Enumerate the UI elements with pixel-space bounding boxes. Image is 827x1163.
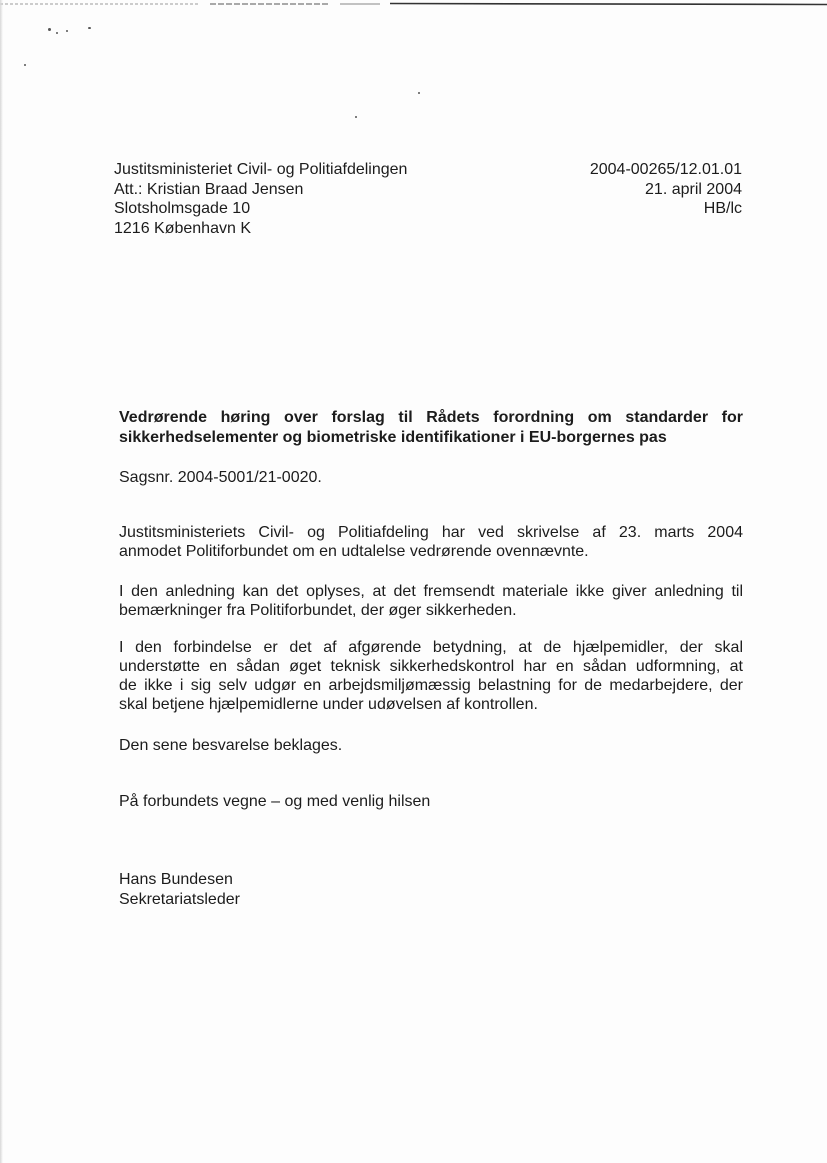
subject-line-1: Vedrørende høring over forslag til Rådets forordning om standarder for — [119, 409, 743, 426]
initials: HB/lc — [703, 200, 742, 217]
paragraph-line: På forbundets vegne – og med venlig hilsen — [119, 793, 431, 810]
recipient-city: 1216 København K — [114, 219, 251, 237]
scan-top-edge-artifact — [0, 2, 827, 7]
paragraph-line: I den anledning kan det oplyses, at det fremsendt materiale ikke giver anledning til — [119, 583, 743, 600]
subject-heading — [119, 408, 743, 447]
recipient-address — [114, 160, 454, 238]
paragraph-4 — [119, 736, 743, 755]
paragraph-3 — [119, 638, 743, 714]
scan-speck — [355, 116, 357, 118]
paragraph-line: anmodet Politiforbundet om en udtalelse vedrørende ovennævnte. — [119, 543, 589, 560]
closing-greeting — [119, 792, 743, 811]
scan-speck — [66, 30, 68, 32]
subject-line-2: sikkerhedselementer og biometriske identifikationer i EU-borgernes pas — [119, 428, 667, 446]
recipient-organization: Justitsministeriet Civil- og Politiafdelingen — [114, 161, 408, 178]
scan-speck — [56, 32, 58, 34]
paragraph-line: Den sene besvarelse beklages. — [119, 737, 343, 754]
signer-title: Sekretariatsleder — [119, 890, 240, 908]
paragraph-line: skal betjene hjælpemidlerne under udøvelsen af kontrollen. — [119, 696, 538, 713]
recipient-street: Slotsholmsgade 10 — [114, 200, 251, 217]
signature-block — [119, 870, 240, 909]
signer-name: Hans Bundesen — [119, 871, 233, 888]
scan-left-edge-artifact — [0, 0, 3, 1163]
case-number: 2004-00265/12.01.01 — [589, 161, 742, 178]
scan-speck — [24, 64, 26, 66]
paragraph-line: bemærkninger fra Politiforbundet, der øger sikkerheden. — [119, 602, 517, 619]
sagsnr-reference: Sagsnr. 2004-5001/21-0020. — [119, 469, 322, 486]
letter-date: 21. april 2004 — [645, 180, 742, 198]
paragraph-line: Justitsministeriets Civil- og Politiafdeling har ved skrivelse af 23. marts 2004 — [119, 524, 743, 541]
scan-speck — [48, 28, 51, 31]
paragraph-1 — [119, 523, 743, 561]
paragraph-line: de ikke i sig selv udgør en arbejdsmiljømæssig belastning for de medarbejdere, der — [119, 677, 743, 694]
reference-block — [502, 160, 742, 219]
paragraph-line: I den forbindelse er det af afgørende betydning, at de hjælpemidler, der skal — [119, 639, 743, 656]
recipient-attention: Att.: Kristian Braad Jensen — [114, 180, 304, 198]
scan-speck — [88, 27, 91, 29]
paragraph-2 — [119, 582, 743, 620]
paragraph-line: understøtte en sådan øget teknisk sikkerhedskontrol har en sådan udformning, at — [119, 658, 743, 675]
scan-speck — [418, 92, 420, 94]
